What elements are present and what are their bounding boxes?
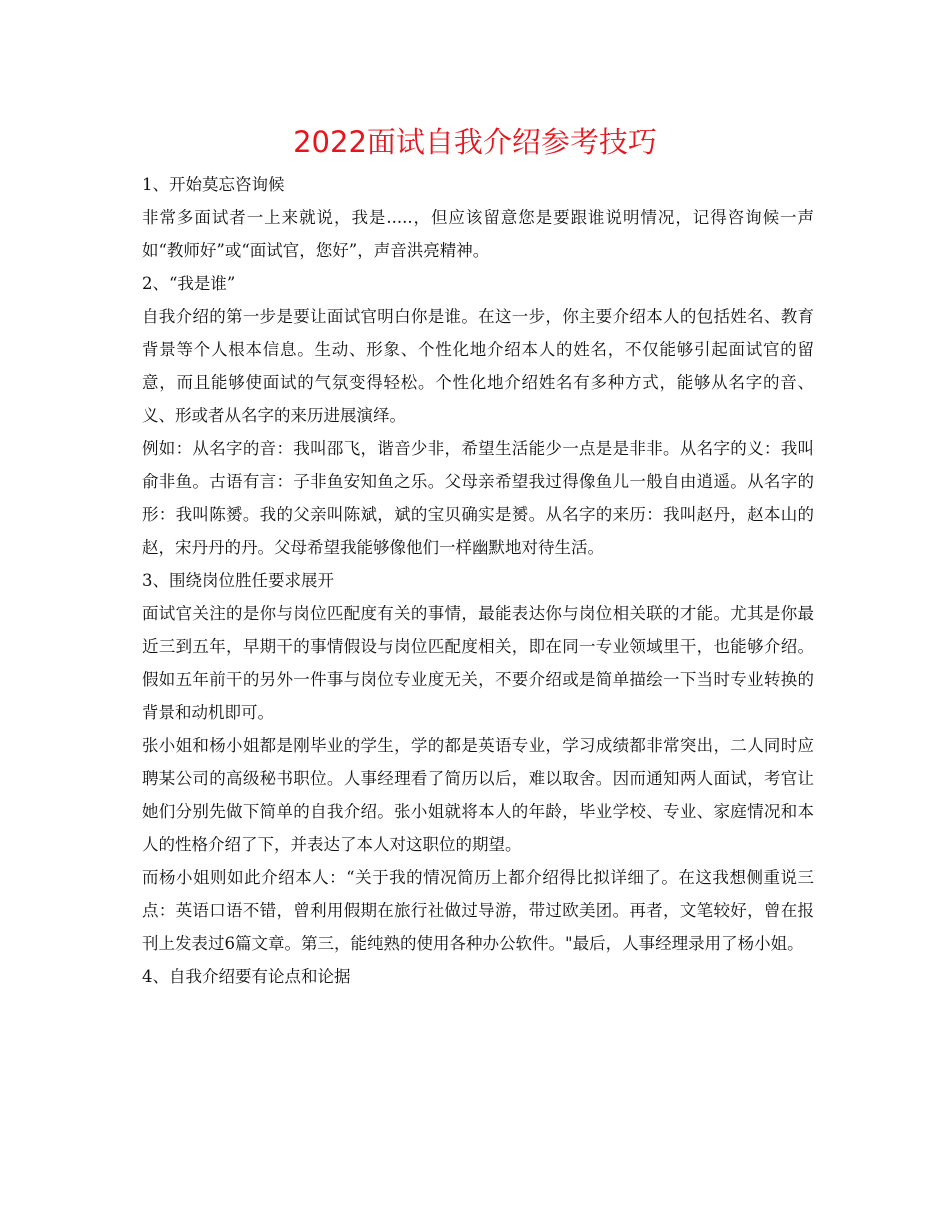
section-heading-3: 3、围绕岗位胜任要求展开 bbox=[142, 571, 334, 590]
section-heading-2: 2、“我是谁” bbox=[142, 274, 236, 293]
paragraph: 自我介绍的第一步是要让面试官明白你是谁。在这一步，你主要介绍本人的包括姓名、教育背景等个人根本信息。生动、形象、个性化地介绍本人的姓名，不仅能够引起面试官的留意，而且能够使面试的气氛变得轻松。个性化地介绍姓名有多种方式，能够从名字的音、义、形或者从名字的来历进展演绎。 bbox=[142, 307, 814, 425]
paragraph: 面试官关注的是你与岗位匹配度有关的事情，最能表达你与岗位相关联的才能。尤其是你最近三到五年，早期干的事情假设与岗位匹配度相关，即在同一专业领域里干，也能够介绍。假如五年前干的另外一件事与岗位专业度无关，不要介绍或是简单描绘一下当时专业转换的背景和动机即可。 bbox=[142, 604, 814, 722]
section-heading-1: 1、开始莫忘咨询候 bbox=[142, 175, 285, 194]
paragraph: 例如：从名字的音：我叫邵飞，谐音少非，希望生活能少一点是是非非。从名字的义：我叫俞非鱼。古语有言：子非鱼安知鱼之乐。父母亲希望我过得像鱼儿一般自由逍遥。从名字的形：我叫陈赟。我的父亲叫陈斌，斌的宝贝确实是赟。从名字的来历：我叫赵丹，赵本山的赵，宋丹丹的丹。父母希望我能够像他们一样幽默地对待生活。 bbox=[142, 439, 814, 557]
document-body bbox=[142, 168, 814, 993]
section-heading-4: 4、自我介绍要有论点和论据 bbox=[142, 967, 351, 986]
paragraph: 非常多面试者一上来就说，我是.....，但应该留意您是要跟谁说明情况，记得咨询候一声如“教师好”或“面试官，您好”，声音洪亮精神。 bbox=[142, 208, 814, 260]
paragraph: 张小姐和杨小姐都是刚毕业的学生，学的都是英语专业，学习成绩都非常突出，二人同时应聘某公司的高级秘书职位。人事经理看了简历以后，难以取舍。因而通知两人面试，考官让她们分别先做下简单的自我介绍。张小姐就将本人的年龄，毕业学校、专业、家庭情况和本人的性格介绍了下，并表达了本人对这职位的期望。 bbox=[142, 736, 814, 854]
document-title: 2022面试自我介绍参考技巧 bbox=[293, 125, 657, 159]
paragraph: 而杨小姐则如此介绍本人：“关于我的情况简历上都介绍得比拟详细了。在这我想侧重说三点：英语口语不错，曾利用假期在旅行社做过导游，带过欧美团。再者，文笔较好，曾在报刊上发表过6篇文章。第三，能纯熟的使用各种办公软件。"最后，人事经理录用了杨小姐。 bbox=[142, 868, 814, 953]
